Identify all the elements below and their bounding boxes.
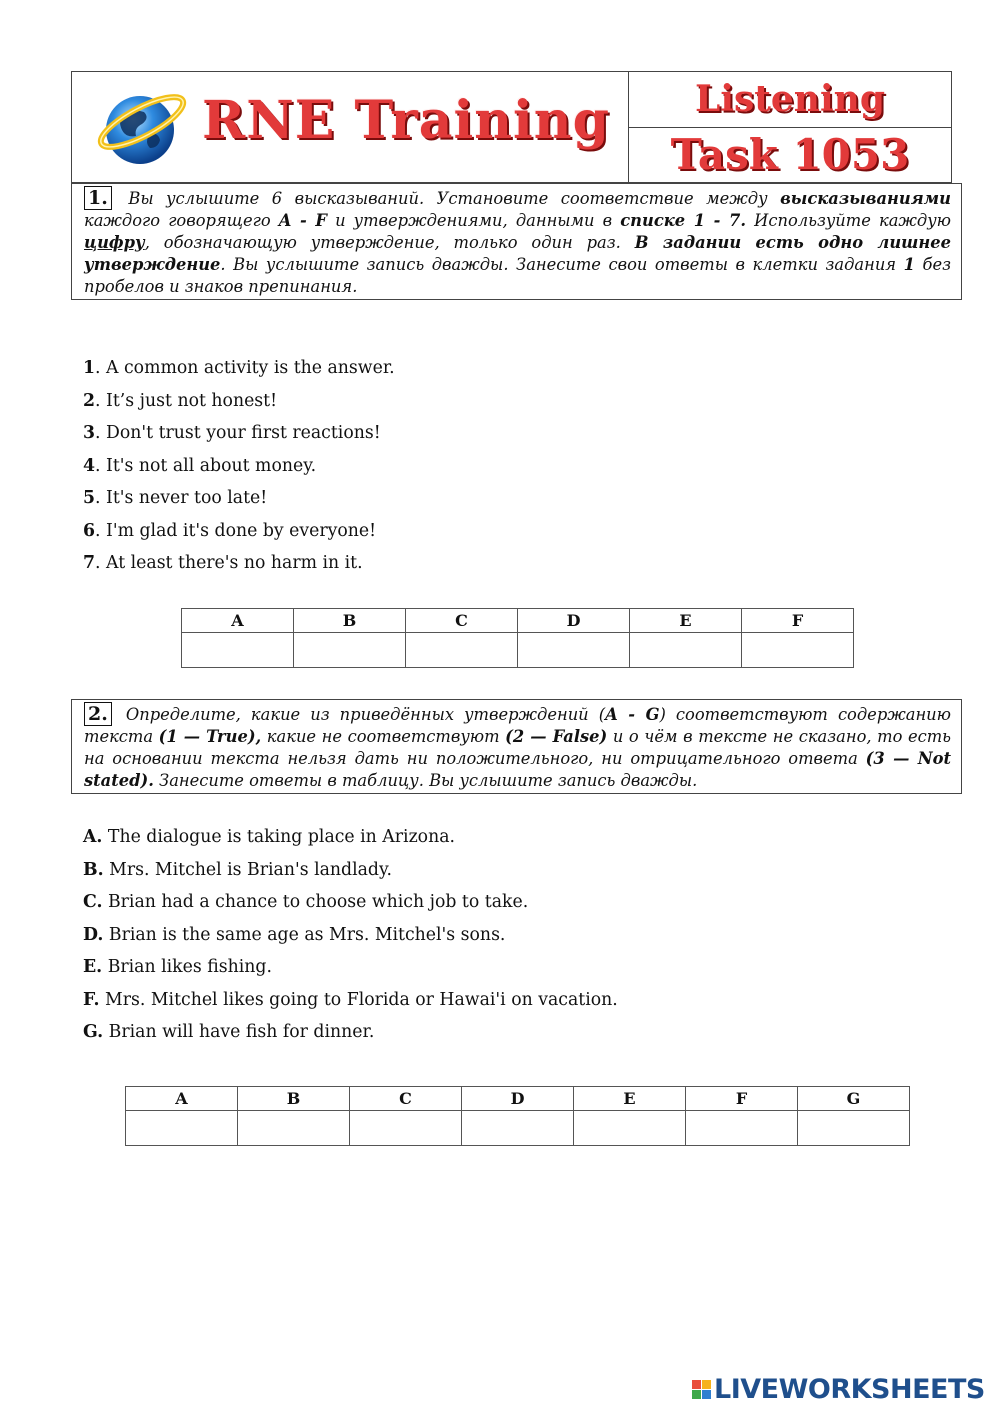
task1-text-5: , обозначающую утверждение, только один раз.: [144, 233, 635, 252]
item-text: . It’s just not honest!: [95, 390, 278, 411]
task2-text-5: Занесите ответы в таблицу. Вы услышите запись дважды.: [153, 771, 698, 790]
list-item: [83, 385, 395, 418]
tile: [702, 1380, 711, 1389]
task1-answer-table: [181, 608, 854, 668]
list-item: [83, 919, 618, 952]
column-header: D: [518, 609, 630, 633]
header-listening-cell: [629, 72, 951, 128]
column-header: D: [462, 1087, 574, 1111]
task1-text-4: Используйте каждую: [746, 211, 952, 230]
task2-text-4: и о чём в тексте не сказано, то есть на основании текста нельзя дать ни положительного, ни отрицательного ответа: [84, 727, 952, 768]
item-text: Brian is the same age as Mrs. Mitchel's sons.: [103, 924, 506, 945]
task-number: Task 1053: [670, 130, 910, 180]
item-text: . I'm glad it's done by everyone!: [95, 520, 377, 541]
tile: [702, 1390, 711, 1399]
task2-text-1: Определите, какие из приведённых утверждений (: [115, 705, 606, 724]
item-text: Brian likes fishing.: [102, 957, 272, 977]
table-row: [182, 633, 854, 668]
answer-cell-b[interactable]: [238, 1111, 350, 1146]
task2-number: 2.: [84, 702, 112, 726]
item-text: . Don't trust your first reactions!: [95, 423, 381, 443]
task2-bold-3: (2 — False): [505, 727, 608, 746]
item-text: Mrs. Mitchel likes going to Florida or Hawai'i on vacation.: [99, 989, 618, 1010]
item-label: A.: [83, 827, 103, 847]
task1-bold-2: A - F: [278, 211, 327, 230]
task1-text-1: Вы услышите 6 высказываний. Установите соответствие между: [115, 189, 781, 208]
tile: [692, 1390, 701, 1399]
answer-cell-g[interactable]: [798, 1111, 910, 1146]
item-label: 5: [83, 488, 96, 508]
answer-cell-c[interactable]: [350, 1111, 462, 1146]
header-brand-cell: [72, 72, 629, 182]
column-header: F: [686, 1087, 798, 1111]
item-label: B.: [83, 859, 104, 880]
column-header: B: [294, 609, 406, 633]
list-item: [83, 951, 618, 984]
item-text: Brian had a chance to choose which job to take.: [102, 892, 529, 912]
task1-instructions: [71, 183, 962, 300]
column-header: A: [126, 1087, 238, 1111]
list-item: [83, 821, 618, 854]
list-item: [83, 886, 618, 919]
item-text: . It's never too late!: [95, 488, 268, 508]
listening-title: Listening: [695, 78, 885, 121]
list-item: [83, 482, 395, 515]
list-item: [83, 352, 395, 385]
answer-cell-e[interactable]: [630, 633, 742, 668]
task1-bold-6: 1: [903, 255, 915, 274]
answer-cell-d[interactable]: [462, 1111, 574, 1146]
list-item: [83, 450, 395, 483]
column-header: A: [182, 609, 294, 633]
table-header-row: [182, 609, 854, 633]
list-item: [83, 547, 395, 580]
list-item: [83, 854, 618, 887]
item-text: . It's not all about money.: [95, 455, 317, 476]
answer-cell-f[interactable]: [742, 633, 854, 668]
item-text: . A common activity is the answer.: [95, 358, 395, 378]
task2-statement-list: [83, 821, 618, 1049]
item-text: Mrs. Mitchel is Brian's landlady.: [103, 859, 392, 880]
liveworksheets-wordmark: LIVEWORKSHEETS: [714, 1374, 985, 1405]
list-item: [83, 1016, 618, 1049]
item-label: F.: [83, 989, 100, 1010]
liveworksheets-logo[interactable]: [692, 1374, 985, 1405]
item-label: 3: [83, 423, 96, 443]
answer-cell-f[interactable]: [686, 1111, 798, 1146]
column-header: E: [630, 609, 742, 633]
table-header-row: [126, 1087, 910, 1111]
task1-bold-3: списке 1 - 7.: [620, 211, 747, 230]
task2-bold-1: A - G: [605, 705, 660, 724]
task1-text-3: и утверждениями, данными в: [326, 211, 621, 230]
task2-instructions: [71, 699, 962, 794]
item-label: 6: [83, 520, 96, 541]
task1-bold-1: высказываниями: [780, 189, 951, 208]
worksheet-header: [71, 71, 952, 183]
item-label: E.: [83, 957, 103, 977]
globe-logo-icon: [92, 86, 188, 170]
item-label: 1: [83, 358, 96, 378]
task1-statement-list: [83, 352, 395, 580]
answer-cell-b[interactable]: [294, 633, 406, 668]
item-text: . At least there's no harm in it.: [95, 553, 363, 573]
item-label: 2: [83, 390, 96, 411]
task1-bold-5: В задании есть одно лишнее утверждение: [84, 233, 951, 274]
column-header: E: [574, 1087, 686, 1111]
column-header: B: [238, 1087, 350, 1111]
item-label: D.: [83, 924, 104, 945]
brand-title: RNE Training: [202, 90, 610, 151]
item-label: C.: [83, 892, 103, 912]
answer-cell-a[interactable]: [126, 1111, 238, 1146]
task2-text-2: ) соответствуют содержанию текста: [84, 705, 951, 746]
column-header: C: [350, 1087, 462, 1111]
header-task-number-cell: [629, 128, 951, 183]
item-label: 4: [83, 455, 96, 476]
column-header: G: [798, 1087, 910, 1111]
answer-cell-e[interactable]: [574, 1111, 686, 1146]
liveworksheets-tiles-icon: [692, 1380, 711, 1399]
answer-cell-d[interactable]: [518, 633, 630, 668]
column-header: C: [406, 609, 518, 633]
answer-cell-c[interactable]: [406, 633, 518, 668]
task1-text-6: . Вы услышите запись дважды. Занесите свои ответы в клетки задания: [220, 255, 904, 274]
item-label: 7: [83, 553, 96, 573]
item-label: G.: [83, 1022, 104, 1042]
list-item: [83, 515, 395, 548]
task2-bold-4: (3 — Not stated).: [84, 749, 951, 790]
tile: [692, 1380, 701, 1389]
item-text: The dialogue is taking place in Arizona.: [102, 827, 456, 847]
task1-number: 1.: [84, 186, 112, 210]
answer-cell-a[interactable]: [182, 633, 294, 668]
task1-text-7: без пробелов и знаков препинания.: [84, 255, 951, 296]
column-header: F: [742, 609, 854, 633]
task2-text-3: какие не соответствуют: [261, 727, 506, 746]
header-task-cell: [629, 72, 951, 182]
task2-answer-table: [125, 1086, 910, 1146]
list-item: [83, 417, 395, 450]
item-text: Brian will have fish for dinner.: [103, 1022, 375, 1042]
task1-text-2: каждого говорящего: [84, 211, 279, 230]
list-item: [83, 984, 618, 1017]
task2-bold-2: (1 — True),: [158, 727, 262, 746]
task1-bold-4: цифру: [84, 233, 145, 252]
table-row: [126, 1111, 910, 1146]
